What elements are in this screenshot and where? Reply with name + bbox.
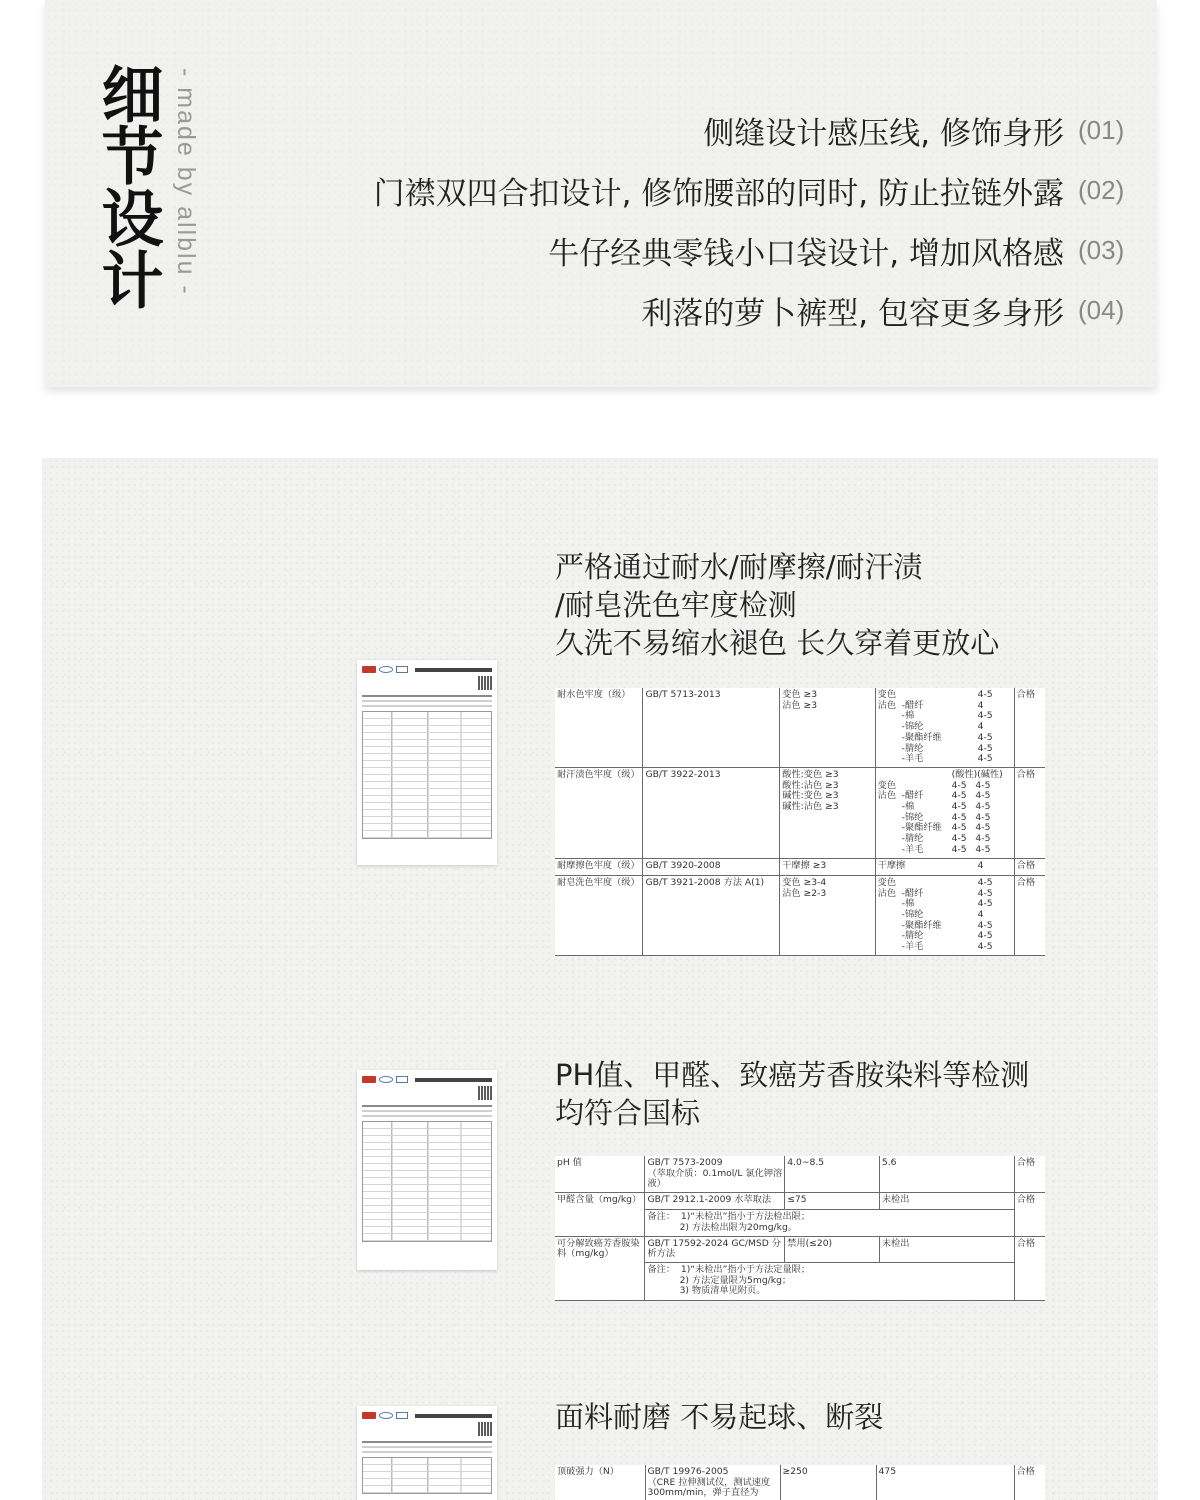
verdict: 合格 — [1014, 1193, 1045, 1236]
test-item: 顶破强力（N） — [555, 1465, 645, 1500]
result-label: 变色 沾色 — [877, 876, 897, 899]
feature-item — [374, 100, 1130, 160]
test-report-thumbnail — [357, 660, 497, 865]
test-item: pH 值 — [555, 1156, 645, 1193]
result-values: 4 — [977, 859, 984, 871]
note: 备注： 1)“未检出”指小于方法定量限； 2) 方法定量限为5mg/kg； 3) 物质清单见附页。 — [645, 1262, 1014, 1300]
table-row — [555, 767, 1045, 858]
result-label: 变色 沾色 — [877, 779, 897, 802]
result: 未检出 — [879, 1236, 1014, 1262]
result-fibers: -醋纤 -棉 -锦纶 -聚酯纤维 -腈纶 -羊毛 — [901, 699, 942, 765]
feature-item — [374, 220, 1130, 280]
heading-line: 久洗不易缩水褪色 长久穿着更放心 — [555, 626, 1000, 660]
result-fibers: -醋纤 -棉 -锦纶 -聚酯纤维 -腈纶 -羊毛 — [901, 887, 942, 953]
feature-text: 牛仔经典零钱小口袋设计, 增加风格感 — [548, 235, 1064, 272]
feature-text: 侧缝设计感压线, 修饰身形 — [703, 115, 1064, 152]
test-method: GB/T 17592-2024 GC/MSD 分 析方法 — [645, 1236, 785, 1262]
cnas-logo-icon — [379, 1076, 393, 1083]
heading-line: /耐皂洗色牢度检测 — [555, 588, 797, 622]
table-row — [555, 1193, 1045, 1210]
cma-logo-icon — [362, 1412, 376, 1419]
result-fibers — [952, 861, 978, 872]
result-fibers: -醋纤 -棉 -锦纶 -聚酯纤维 -腈纶 -羊毛 — [901, 790, 942, 855]
detail-title: 细节设计 — [91, 62, 164, 310]
feature-text: 门襟双四合扣设计, 修饰腰部的同时, 防止拉链外露 — [373, 175, 1064, 212]
heading-line: PH值、甲醛、致癌芳香胺染料等检测 — [555, 1058, 1030, 1092]
result: 475 — [876, 1465, 1014, 1500]
test-method: GB/T 3920-2008 — [643, 858, 780, 875]
feature-list — [374, 100, 1130, 340]
requirement: 变色 ≥3 沾色 ≥3 — [780, 688, 875, 767]
test-method: GB/T 3922-2013 — [643, 767, 780, 858]
test-report-thumbnail — [357, 1406, 497, 1500]
verdict: 合格 — [1014, 1465, 1045, 1500]
verdict: 合格 — [1014, 767, 1045, 858]
test-item: 可分解致癌芳香胺染 料（mg/kg） — [555, 1236, 645, 1300]
qr-code-icon — [478, 1422, 492, 1436]
table-row — [555, 1156, 1045, 1193]
cma-logo-icon — [362, 666, 376, 673]
table-row — [555, 858, 1045, 875]
test-item: 耐水色牢度（级） — [555, 688, 643, 767]
result-label: 干摩擦 — [877, 859, 906, 871]
result: 未检出 — [879, 1193, 1014, 1210]
feature-number: (02) — [1078, 174, 1125, 205]
result-label: 变色 沾色 — [877, 689, 897, 711]
result-values: 4-5 4-5 4-5 4 4-5 4-5 4-5 — [977, 876, 993, 953]
test-method: GB/T 7573-2009 （萃取介质：0.1mol/L 氯化钾溶 液） — [645, 1156, 785, 1193]
heading-line: 严格通过耐水/耐摩擦/耐汗渍 — [555, 550, 923, 584]
ilac-logo-icon — [396, 666, 408, 673]
feature-text: 利落的萝卜裤型, 包容更多身形 — [641, 295, 1064, 332]
requirement: ≤75 — [785, 1193, 880, 1210]
table-row — [555, 1236, 1045, 1262]
cnas-logo-icon — [379, 666, 393, 673]
brand-tagline: - made by allblu - — [172, 68, 200, 296]
qr-code-icon — [478, 676, 492, 690]
test-method: GB/T 19976-2005 （CRE 拉伸测试仪，测试速度 300mm/min，弹子直径为 — [645, 1465, 780, 1500]
result-cell — [875, 688, 1014, 767]
note: 备注： 1)“未检出”指小于方法检出限； 2) 方法检出限为20mg/kg。 — [645, 1210, 1014, 1236]
feature-number: (01) — [1078, 114, 1125, 145]
table-row — [555, 688, 1045, 767]
chemical-safety-heading — [555, 1056, 1029, 1132]
feature-item — [374, 160, 1130, 220]
requirement: ≥250 — [780, 1465, 876, 1500]
test-method: GB/T 5713-2013 — [643, 688, 780, 767]
test-method: GB/T 3921-2008 方法 A(1) — [643, 875, 780, 955]
verdict: 合格 — [1014, 1156, 1045, 1193]
requirement: 变色 ≥3-4 沾色 ≥2-3 — [780, 875, 875, 955]
test-item: 耐汗渍色牢度（级） — [555, 767, 643, 858]
feature-item — [374, 280, 1130, 340]
verdict: 合格 — [1014, 858, 1045, 875]
verdict: 合格 — [1014, 688, 1045, 767]
result-values: 4-5 4 4-5 4 4-5 4-5 4-5 — [977, 689, 993, 765]
table-row — [555, 875, 1045, 955]
cma-logo-icon — [362, 1076, 376, 1083]
verdict: 合格 — [1014, 875, 1045, 955]
requirement: 禁用(≤20) — [785, 1236, 880, 1262]
test-item: 耐摩擦色牢度（级） — [555, 858, 643, 875]
result-cell — [875, 767, 1014, 858]
requirement: 干摩擦 ≥3 — [780, 858, 875, 875]
result-cell — [875, 858, 1014, 875]
feature-number: (03) — [1078, 234, 1125, 265]
chemical-table — [555, 1156, 1045, 1301]
result-cell — [875, 875, 1014, 955]
test-method: GB/T 2912.1-2009 水萃取法 — [645, 1193, 785, 1210]
heading-line: 面料耐磨 不易起球、断裂 — [555, 1400, 884, 1434]
colorfastness-heading — [555, 548, 999, 662]
test-item: 甲醛含量（mg/kg） — [555, 1193, 645, 1236]
test-item: 耐皂洗色牢度（级） — [555, 875, 643, 955]
colorfastness-table — [555, 688, 1045, 956]
qr-code-icon — [478, 1086, 492, 1100]
ilac-logo-icon — [396, 1412, 408, 1419]
ilac-logo-icon — [396, 1076, 408, 1083]
feature-number: (04) — [1078, 294, 1125, 325]
requirement: 4.0~8.5 — [785, 1156, 880, 1193]
burst-strength-table — [555, 1465, 1045, 1500]
durability-heading — [555, 1398, 883, 1436]
cnas-logo-icon — [379, 1412, 393, 1419]
result-values: (酸性)(碱性) 4-5 4-5 4-5 4-5 4-5 4-5 4-5 4-5 4-5 4-5 4-5 4-5 4-5 4-5 — [951, 768, 1003, 855]
verdict: 合格 — [1014, 1236, 1045, 1300]
requirement: 酸性:变色 ≥3 酸性:沾色 ≥3 碱性:变色 ≥3 碱性:沾色 ≥3 — [780, 767, 875, 858]
heading-line: 均符合国标 — [555, 1096, 701, 1130]
test-report-thumbnail — [357, 1070, 497, 1270]
table-row — [555, 1465, 1045, 1500]
result: 5.6 — [879, 1156, 1014, 1193]
